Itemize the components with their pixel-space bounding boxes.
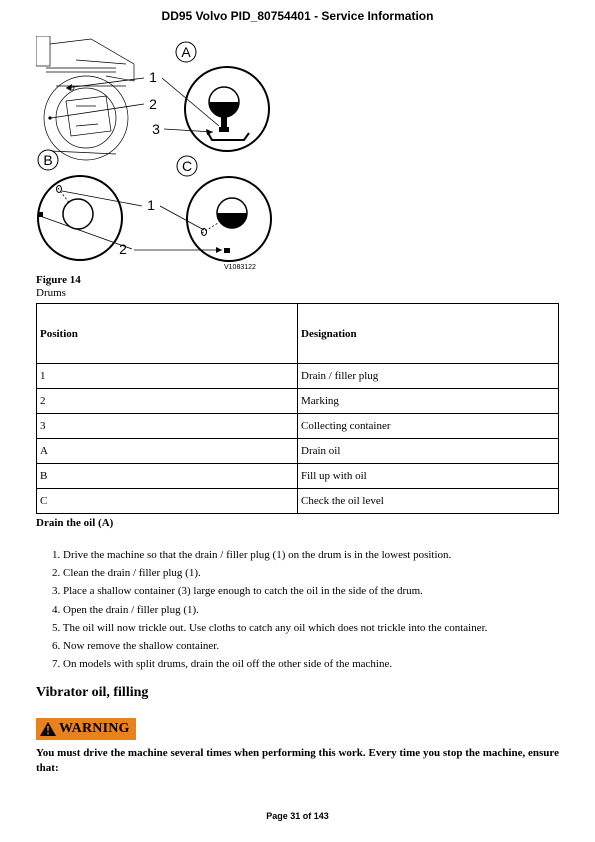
list-item: 1. Drive the machine so that the drain / filler plug (1) on the drum is in the lowest position. [52,549,452,561]
figure-caption-title: Figure 14 [36,274,81,286]
warning-triangle-icon [39,721,57,737]
figure-code: V1083122 [224,264,256,271]
table-row [37,464,559,489]
drum-b [38,176,122,260]
table-cell-position: 3 [37,414,298,439]
callout-b: B [43,152,53,168]
table-row [37,414,559,439]
machine-sketch [36,36,134,160]
table-cell-designation: Drain / filler plug [298,364,559,389]
figure-number-1: 1 [149,69,157,85]
warning-text: You must drive the machine several times when performing this work. Every time you stop the machine, ensure that: [36,747,559,774]
drum-figure [36,36,276,272]
table-cell-designation: Fill up with oil [298,464,559,489]
list-item: 2. Clean the drain / filler plug (1). [52,567,201,580]
list-item: 5. The oil will now trickle out. Use cloths to catch any oil which does not trickle into the container. [52,621,488,634]
table-header-row [37,304,559,364]
vibrator-oil-heading: Vibrator oil, filling [36,685,149,700]
table-row [37,389,559,414]
position-table [36,303,559,514]
table-row [37,364,559,389]
table-header-position: Position [37,304,298,364]
table-row [37,439,559,464]
table-header-designation: Designation [298,304,559,364]
callout-c: C [181,158,193,174]
figure-number-2: 2 [149,96,157,112]
collecting-container [208,133,249,140]
warning-label: WARNING [59,721,130,736]
table-row [37,489,559,514]
table-cell-position: 2 [37,389,298,414]
warning-badge [36,718,136,740]
table-cell-position: C [37,489,298,514]
figure-caption-text: Drums [36,287,66,299]
page-number: Page 31 of 143 [266,811,329,821]
list-item: 6. Now remove the shallow container. [52,640,220,653]
list-item: 7. On models with split drums, drain the oil off the other side of the machine. [52,658,393,671]
list-item: 4. Open the drain / filler plug (1). [52,603,199,616]
list-item: 3. Place a shallow container (3) large enough to catch the oil in the side of the drum. [52,585,423,598]
drain-steps-list [52,546,562,673]
figure-number-1-lower: 1 [147,197,155,213]
table-cell-designation: Collecting container [298,414,559,439]
table-cell-position: A [37,439,298,464]
table-cell-designation: Check the oil level [298,489,559,514]
table-cell-position: 1 [37,364,298,389]
oil-level-a [209,102,239,117]
page-header: DD95 Volvo PID_80754401 - Service Information [161,9,434,23]
callout-a: A [181,44,191,60]
table-cell-designation: Drain oil [298,439,559,464]
figure-number-2-lower: 2 [119,241,127,257]
table-cell-designation: Marking [298,389,559,414]
drain-oil-title: Drain the oil (A) [36,517,114,529]
table-cell-position: B [37,464,298,489]
figure-caption [36,274,81,300]
figure-number-3: 3 [152,121,160,137]
